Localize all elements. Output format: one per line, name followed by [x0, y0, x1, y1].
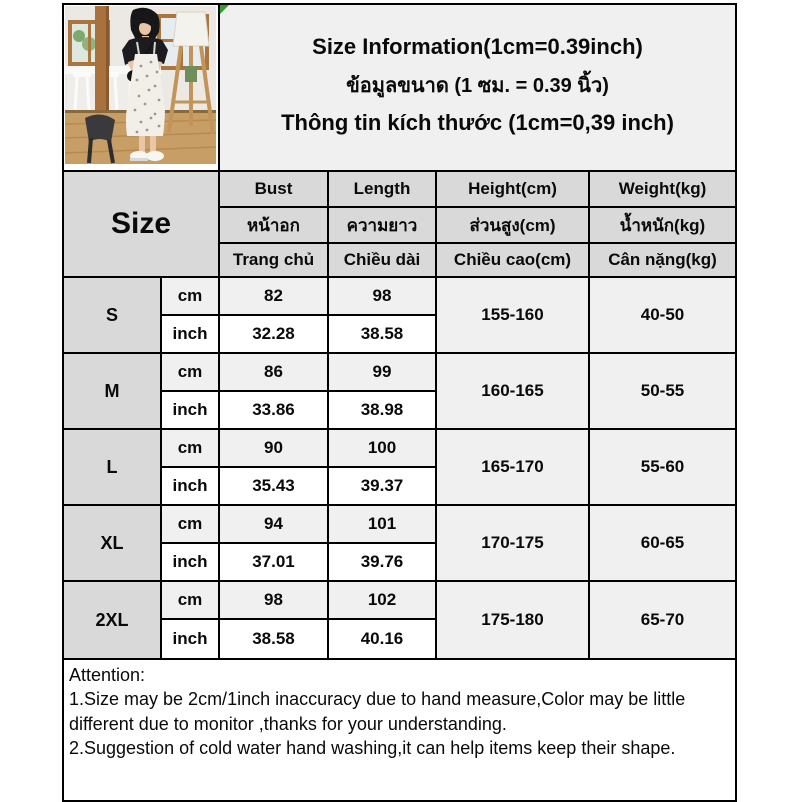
weight-range: 50-55	[589, 353, 736, 429]
col-header-length-th: ความยาว	[328, 207, 436, 243]
length-cm-value: 99	[328, 353, 436, 391]
size-label-s: S	[63, 277, 161, 353]
length-cm-value: 100	[328, 429, 436, 467]
bust-cm-value: 98	[219, 581, 328, 619]
weight-range: 60-65	[589, 505, 736, 581]
attention-note-2: 2.Suggestion of cold water hand washing,it can help items keep their shape.	[69, 738, 676, 759]
height-range: 155-160	[436, 277, 589, 353]
unit-inch: inch	[161, 543, 219, 581]
unit-inch: inch	[161, 619, 219, 659]
length-inch-value: 39.37	[328, 467, 436, 505]
product-photo-illustration	[65, 6, 216, 164]
col-header-bust-th: หน้าอก	[219, 207, 328, 243]
attention-heading: Attention:	[69, 665, 146, 685]
height-range: 170-175	[436, 505, 589, 581]
size-label-l: L	[63, 429, 161, 505]
bust-cm-value: 82	[219, 277, 328, 315]
col-header-bust-en: Bust	[219, 171, 328, 207]
weight-range: 65-70	[589, 581, 736, 659]
col-header-bust-vi: Trang chủ	[219, 243, 328, 277]
unit-cm: cm	[161, 429, 219, 467]
weight-range: 55-60	[589, 429, 736, 505]
title-vietnamese: Thông tin kích thước (1cm=0,39 inch)	[281, 109, 674, 135]
height-range: 165-170	[436, 429, 589, 505]
unit-cm: cm	[161, 277, 219, 315]
weight-range: 40-50	[589, 277, 736, 353]
unit-cm: cm	[161, 353, 219, 391]
attention-notes	[63, 659, 736, 801]
bust-inch-value: 32.28	[219, 315, 328, 353]
size-label-m: M	[63, 353, 161, 429]
length-cm-value: 98	[328, 277, 436, 315]
col-header-height-vi: Chiều cao(cm)	[436, 243, 589, 277]
length-inch-value: 39.76	[328, 543, 436, 581]
height-range: 175-180	[436, 581, 589, 659]
length-inch-value: 38.98	[328, 391, 436, 429]
size-label-xl: XL	[63, 505, 161, 581]
size-header: Size	[63, 171, 219, 277]
title-english: Size Information(1cm=0.39inch)	[312, 33, 643, 59]
col-header-weight-en: Weight(kg)	[589, 171, 736, 207]
unit-inch: inch	[161, 315, 219, 353]
attention-note-1: 1.Size may be 2cm/1inch inaccuracy due to hand measure,Color may be little different due to monitor ,thanks for your understanding.	[69, 689, 686, 734]
col-header-length-vi: Chiều dài	[328, 243, 436, 277]
product-photo	[63, 4, 219, 171]
size-chart-table	[62, 3, 737, 802]
col-header-height-th: ส่วนสูง(cm)	[436, 207, 589, 243]
green-corner-marker-icon	[220, 5, 229, 14]
bust-inch-value: 35.43	[219, 467, 328, 505]
title-thai: ข้อมูลขนาด (1 ซม. = 0.39 นิ้ว)	[346, 74, 609, 97]
bust-inch-value: 33.86	[219, 391, 328, 429]
bust-cm-value: 94	[219, 505, 328, 543]
height-range: 160-165	[436, 353, 589, 429]
col-header-weight-th: น้ำหนัก(kg)	[589, 207, 736, 243]
length-inch-value: 40.16	[328, 619, 436, 659]
bust-cm-value: 90	[219, 429, 328, 467]
unit-inch: inch	[161, 467, 219, 505]
unit-inch: inch	[161, 391, 219, 429]
col-header-length-en: Length	[328, 171, 436, 207]
size-information-title-block	[219, 4, 736, 171]
size-label-2xl: 2XL	[63, 581, 161, 659]
unit-cm: cm	[161, 505, 219, 543]
bust-inch-value: 37.01	[219, 543, 328, 581]
unit-cm: cm	[161, 581, 219, 619]
length-cm-value: 101	[328, 505, 436, 543]
bust-cm-value: 86	[219, 353, 328, 391]
length-cm-value: 102	[328, 581, 436, 619]
size-chart-sheet	[62, 3, 737, 802]
length-inch-value: 38.58	[328, 315, 436, 353]
col-header-height-en: Height(cm)	[436, 171, 589, 207]
bust-inch-value: 38.58	[219, 619, 328, 659]
col-header-weight-vi: Cân nặng(kg)	[589, 243, 736, 277]
